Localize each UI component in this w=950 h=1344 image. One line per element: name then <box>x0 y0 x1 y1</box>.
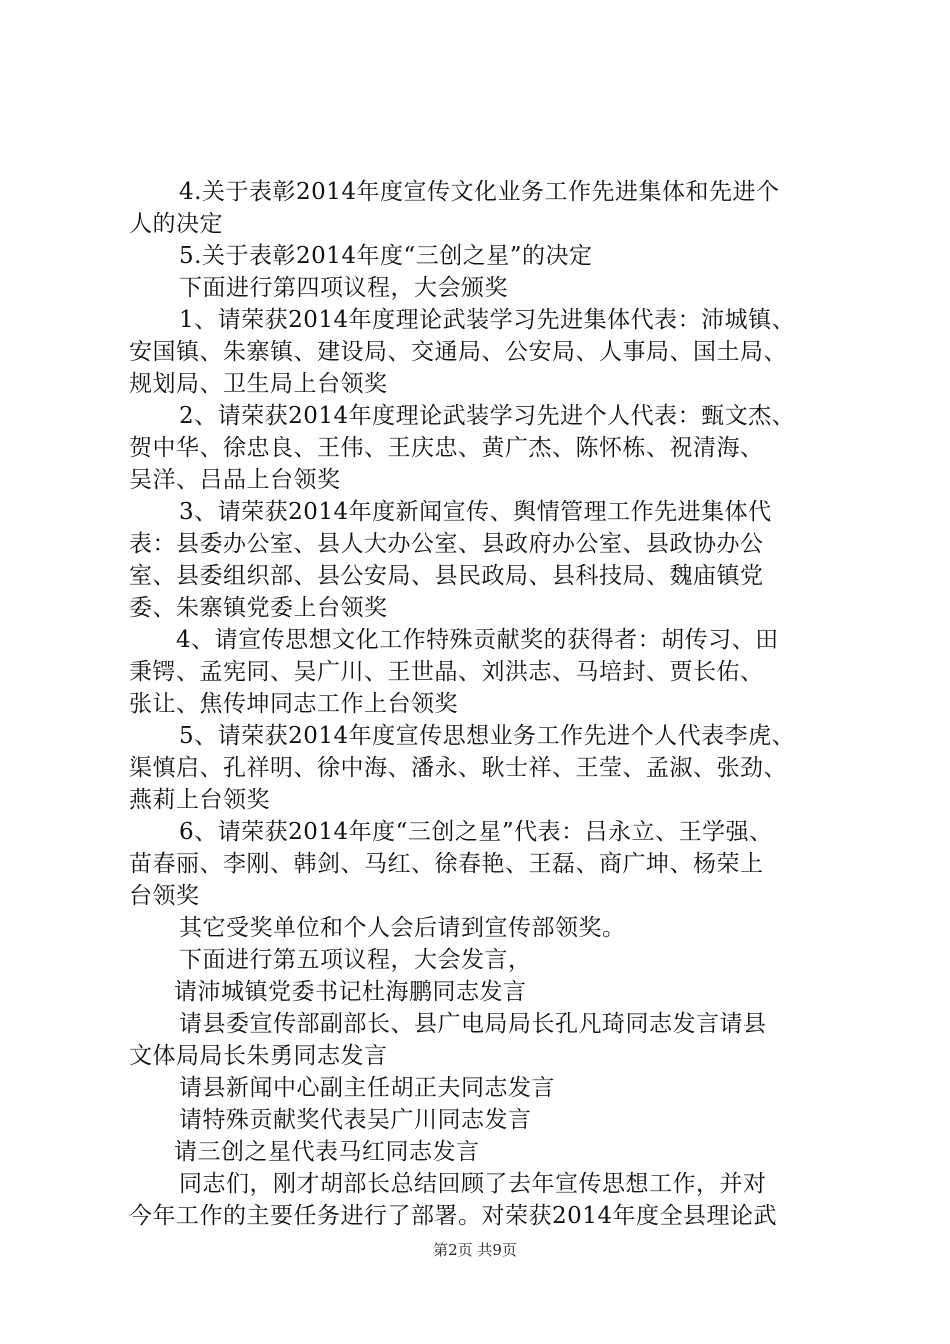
text-line: 请县新闻中心副主任胡正夫同志发言 <box>179 1075 555 1101</box>
text-line: 规划局、卫生局上台领奖 <box>129 371 388 397</box>
text-line: 安国镇、朱寨镇、建设局、交通局、公安局、人事局、国土局、 <box>129 339 787 365</box>
text-line: 6、请荣获2014年度“三创之星”代表：吕永立、王学强、 <box>179 819 773 845</box>
text-line: 室、县委组织部、县公安局、县民政局、县科技局、魏庙镇党 <box>129 563 764 589</box>
text-line: 2、请荣获2014年度理论武装学习先进个人代表：甄文杰、 <box>179 403 796 429</box>
text-line: 请三创之星代表马红同志发言 <box>174 1139 480 1165</box>
text-line: 下面进行第五项议程，大会发言， <box>179 947 532 973</box>
text-line: 4.关于表彰2014年度宣传文化业务工作先进集体和先进个 <box>179 179 780 205</box>
document-body <box>129 176 849 1232</box>
text-line: 下面进行第四项议程，大会颁奖 <box>179 275 508 301</box>
text-line: 表：县委办公室、县人大办公室、县政府办公室、县政协办公 <box>129 531 764 557</box>
text-line: 5、请荣获2014年度宣传思想业务工作先进个人代表李虎、 <box>179 723 796 749</box>
text-line: 4、请宣传思想文化工作特殊贡献奖的获得者：胡传习、田 <box>176 627 779 653</box>
text-line: 5.关于表彰2014年度“三创之星”的决定 <box>179 243 593 269</box>
text-line: 请县委宣传部副部长、县广电局局长孔凡琦同志发言请县 <box>179 1011 767 1037</box>
text-line: 请特殊贡献奖代表吴广川同志发言 <box>179 1107 532 1133</box>
text-line: 苗春丽、李刚、韩剑、马红、徐春艳、王磊、商广坤、杨荣上 <box>129 851 764 877</box>
text-line: 今年工作的主要任务进行了部署。对荣获2014年度全县理论武 <box>129 1203 778 1229</box>
text-line: 台领奖 <box>129 883 200 909</box>
text-line: 请沛城镇党委书记杜海鹏同志发言 <box>174 979 527 1005</box>
text-line: 吴洋、吕品上台领奖 <box>129 467 341 493</box>
text-line: 委、朱寨镇党委上台领奖 <box>129 595 388 621</box>
text-line: 张让、焦传坤同志工作上台领奖 <box>129 691 458 717</box>
text-line: 1、请荣获2014年度理论武装学习先进集体代表：沛城镇、 <box>179 307 796 333</box>
text-line: 秉锷、孟宪同、吴广川、王世晶、刘洪志、马培封、贾长佑、 <box>129 659 764 685</box>
text-line: 文体局局长朱勇同志发言 <box>129 1043 388 1069</box>
text-line: 渠慎启、孔祥明、徐中海、潘永、耿士祥、王莹、孟淑、张劲、 <box>129 755 787 781</box>
page-footer: 第2页 共9页 <box>433 1241 517 1259</box>
text-line: 人的决定 <box>129 211 223 237</box>
text-line: 贺中华、徐忠良、王伟、王庆忠、黄广杰、陈怀栋、祝清海、 <box>129 435 764 461</box>
text-line: 燕莉上台领奖 <box>129 787 270 813</box>
text-line: 其它受奖单位和个人会后请到宣传部领奖。 <box>179 915 626 941</box>
text-line: 3、请荣获2014年度新闻宣传、舆情管理工作先进集体代 <box>179 499 772 525</box>
text-line: 同志们，刚才胡部长总结回顾了去年宣传思想工作，并对 <box>179 1171 767 1197</box>
